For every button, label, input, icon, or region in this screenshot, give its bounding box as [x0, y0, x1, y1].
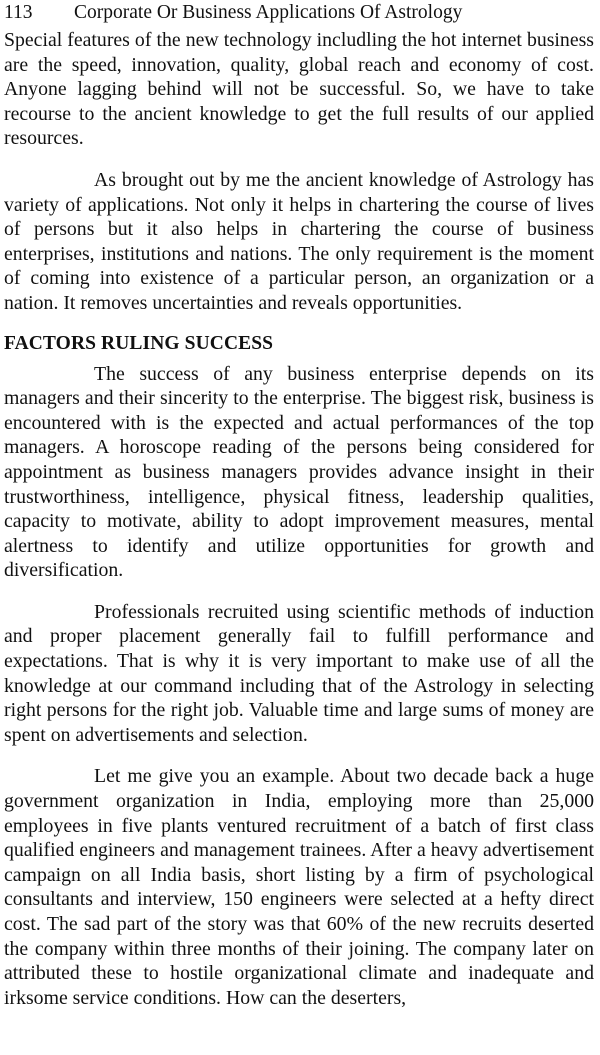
- paragraph-example: Let me give you an example. About two decade back a huge government organization in India, employing more than 25,000 employees in five plants ventured recruitment of a batch of first class qualified engineers and management trainees. After a heavy advertisement campaign on all India basis, short listing by a firm of psychological consultants and interview, 150 engineers were selected at a hefty direct cost. The sad part of the story was that 60% of the new recruits deserted the company within three months of their joining. The company later on attributed these to hostile organizational climate and inadequate and irksome service conditions. How can the deserters,: [4, 765, 594, 1009]
- section-heading: FACTORS RULING SUCCESS: [4, 332, 274, 354]
- paragraph-technology-features: Special features of the new technology includling the hot internet business are the speed, innovation, quality, global reach and economy of cost. Anyone lagging behind will not be successful. So, we have to take recourse to the ancient knowledge to get the full results of our applied resources.: [4, 29, 594, 150]
- paragraph-astrology-applications: As brought out by me the ancient knowledge of Astrology has variety of applications. Not only it helps in chartering the course of lives of persons but it also helps in chartering the course of business enterprises, institutions and nations. The only requirement is the moment of coming into existence of a particular person, an organization or a nation. It removes uncertainties and reveals opportunities.: [4, 168, 594, 314]
- book-page: [4, 0, 594, 1010]
- paragraph-professionals-recruited: Professionals recruited using scientific methods of induction and proper placement generally fail to fulfill performance and expectations. That is why it is very important to make use of all the knowledge at our command including that of the Astrology in selecting right persons for the right job. Valuable time and large sums of money are spent on advertisements and selection.: [4, 600, 594, 746]
- running-title: Corporate Or Business Applications Of Astrology: [74, 2, 463, 23]
- page-number: 113: [4, 2, 33, 23]
- running-header: [4, 0, 594, 28]
- paragraph-business-success: The success of any business enterprise depends on its managers and their sincerity to the enterprise. The biggest risk, business is encountered with is the expected and actual performances of the top managers. A horoscope reading of the persons being considered for appointment as business managers provides advance insight in their trustworthiness, intelligence, physical fitness, leadership qualities, capacity to motivate, ability to adopt improvement measures, mental alertness to identify and utilize opportunities for growth and diversification.: [4, 362, 594, 582]
